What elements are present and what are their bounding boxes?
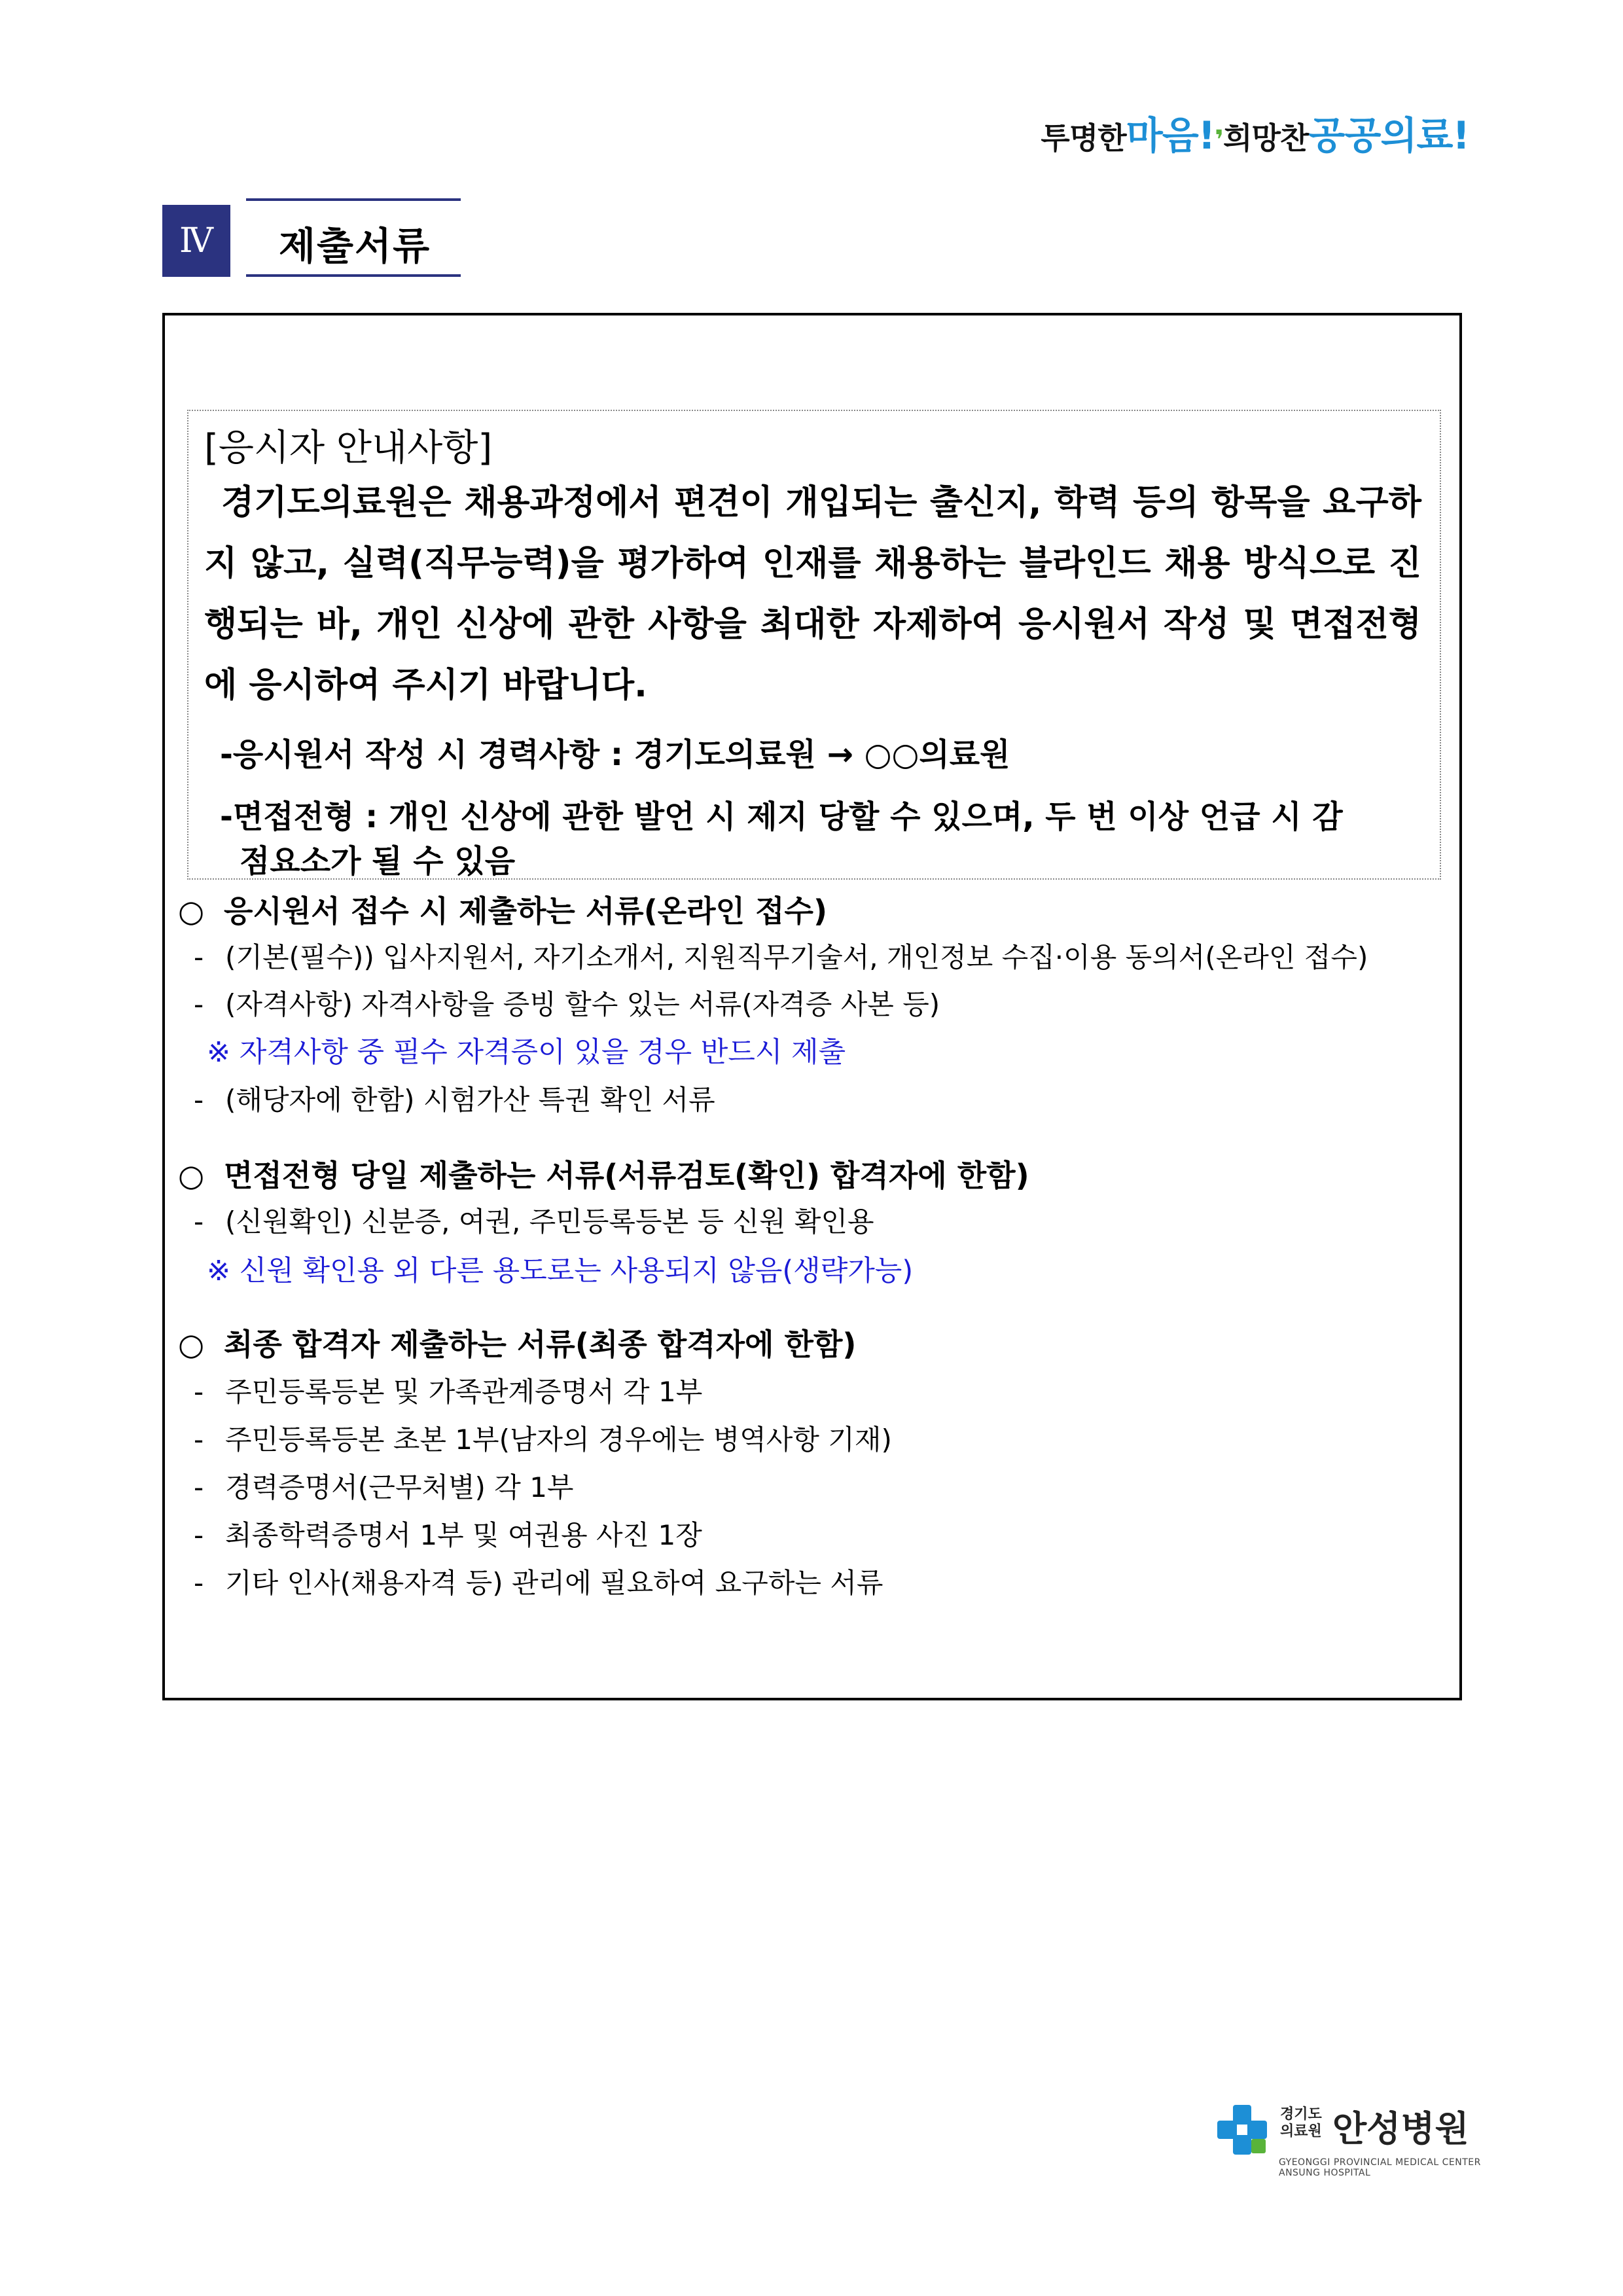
notice-bullet-interview-cont: 점요소가 될 수 있음: [240, 843, 516, 880]
list-item: - (기본(필수)) 입사지원서, 자기소개서, 지원직무기술서, 개인정보 수집·이용 동의서(온라인 접수): [194, 941, 1368, 973]
slogan-part3: 희망찬: [1223, 120, 1309, 156]
note-required-certificate: ※ 자격사항 중 필수 자격증이 있을 경우 반드시 제출: [207, 1036, 846, 1069]
list-item: - 주민등록등본 초본 1부(남자의 경우에는 병역사항 기재): [194, 1424, 892, 1456]
circle-bullet-icon: ○: [178, 1327, 205, 1362]
list-heading-final: ○ 최종 합격자 제출하는 서류(최종 합격자에 한함): [178, 1327, 857, 1362]
notice-paragraph: [204, 473, 1421, 716]
note-identity-usage: ※ 신원 확인용 외 다른 용도로는 사용되지 않음(생략가능): [207, 1255, 914, 1287]
circle-bullet-icon: ○: [178, 1158, 205, 1193]
list-item: - 주민등록등본 및 가족관계증명서 각 1부: [194, 1376, 703, 1408]
slogan-part4: 공공의료!: [1308, 113, 1469, 158]
list-heading-application: ○ 응시원서 접수 시 제출하는 서류(온라인 접수): [178, 893, 827, 929]
section-title-frame: [246, 198, 461, 277]
applicant-notice-box: [187, 410, 1441, 880]
logo-english-name: GYEONGGI PROVINCIAL MEDICAL CENTER ANSUNG HOSPITAL: [1279, 2157, 1481, 2178]
section-title: 제출서류: [279, 224, 431, 268]
list-item: - 기타 인사(채용자격 등) 관리에 필요하여 요구하는 서류: [194, 1567, 883, 1599]
notice-bullet-interview: -면접전형 : 개인 신상에 관한 발언 시 제지 당할 수 있으며, 두 번 이상 언급 시 감: [220, 798, 1343, 835]
content-box: [162, 313, 1462, 1700]
list-item: - (신원확인) 신분증, 여권, 주민등록등본 등 신원 확인용: [194, 1206, 874, 1238]
logo-org: 경기도 의료원: [1280, 2106, 1322, 2140]
notice-bullet-career: -응시원서 작성 시 경력사항 : 경기도의료원 → ○○의료원: [220, 736, 1010, 773]
notice-title: [응시자 안내사항]: [204, 427, 493, 469]
list-heading-interview: ○ 면접전형 당일 제출하는 서류(서류검토(확인) 합격자에 한함): [178, 1158, 1029, 1193]
section-number-badge: Ⅳ: [162, 205, 230, 277]
header-slogan: [1041, 105, 1469, 160]
slogan-part1: 투명한: [1041, 120, 1126, 156]
list-item: - (해당자에 한함) 시험가산 특권 확인 서류: [194, 1084, 715, 1116]
list-item: - 경력증명서(근무처별) 각 1부: [194, 1471, 574, 1503]
list-item: - (자격사항) 자격사항을 증빙 할수 있는 서류(자격증 사본 등): [194, 988, 940, 1020]
circle-bullet-icon: ○: [178, 893, 205, 929]
hospital-logo: [1215, 2100, 1481, 2185]
slogan-part2: 마음!: [1126, 113, 1215, 158]
leaf-icon: ❜: [1215, 125, 1224, 155]
list-item: - 최종학력증명서 1부 및 여권용 사진 1장: [194, 1519, 702, 1551]
logo-hospital-name: 안성병원: [1332, 2108, 1469, 2149]
notice-paragraph-text: 경기도의료원은 채용과정에서 편견이 개입되는 출신지, 학력 등의 항목을 요구하지 않고, 실력(직무능력)을 평가하여 인재를 채용하는 블라인드 채용 방식으로 진행되는 바, 개인 신상에 관한 사항을 최대한 자제하여 응시원서 작성 및 면접전형에 응시하여 주시기 바랍니다.: [204, 483, 1421, 705]
medical-cross-icon: [1215, 2102, 1270, 2157]
